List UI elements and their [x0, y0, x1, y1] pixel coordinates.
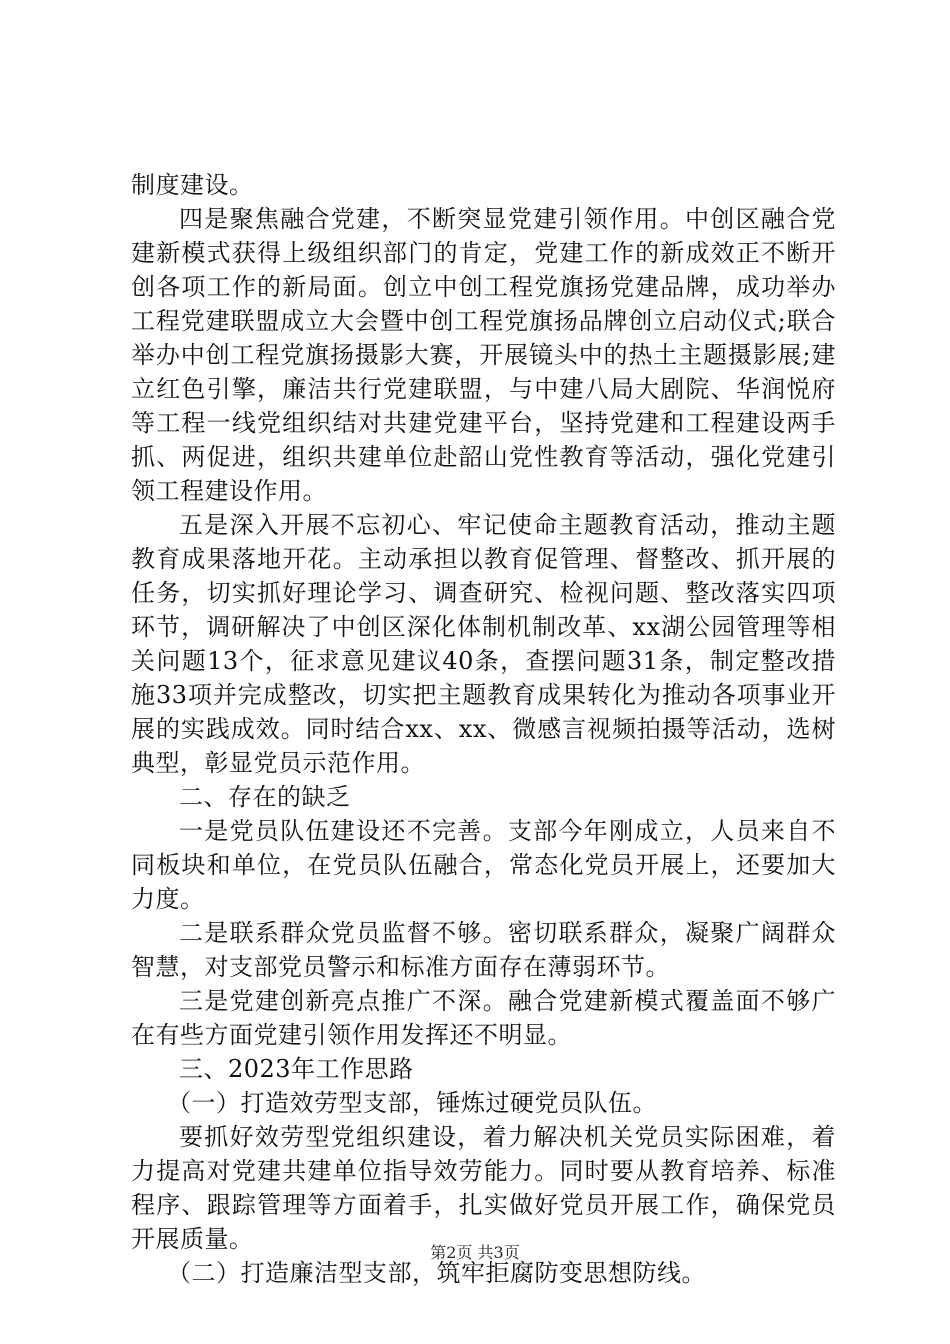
paragraph: 五是深入开展不忘初心、牢记使命主题教育活动，推动主题教育成果落地开花。主动承担以教育促管理、督整改、抓开展的任务，切实抓好理论学习、调查研究、检视问题、整改落实四项环节，调研解决了中创区深化体制机制改革、xx湖公园管理等相关问题13个，征求意见建议40条，查摆问题31条，制定整改措施33项并完成整改，切实把主题教育成果转化为推动各项事业开展的实践成效。同时结合xx、xx、微感言视频拍摄等活动，选树典型，彰显党员示范作用。 — [131, 511, 836, 777]
section-heading: 二、存在的缺乏 — [179, 783, 351, 811]
page-footer — [0, 1242, 950, 1264]
paragraph: 制度建设。 — [131, 171, 254, 199]
paragraph: 二是联系群众党员监督不够。密切联系群众，凝聚广阔群众智慧，对支部党员警示和标准方面存在薄弱环节。 — [131, 919, 836, 981]
subsection-heading: （一）打造效劳型支部，锤炼过硬党员队伍。 — [167, 1089, 657, 1117]
section-heading: 三、2023年工作思路 — [179, 1055, 414, 1083]
paragraph: 一是党员队伍建设还不完善。支部今年刚成立，人员来自不同板块和单位，在党员队伍融合，常态化党员开展上，还要加大力度。 — [131, 817, 836, 913]
paragraph: 要抓好效劳型党组织建设，着力解决机关党员实际困难，着力提高对党建共建单位指导效劳能力。同时要从教育培养、标准程序、跟踪管理等方面着手，扎实做好党员开展工作，确保党员开展质量。 — [131, 1123, 836, 1253]
paragraph: 四是聚焦融合党建，不断突显党建引领作用。中创区融合党建新模式获得上级组织部门的肯定，党建工作的新成效正不断开创各项工作的新局面。创立中创工程党旗扬党建品牌，成功举办工程党建联盟成立大会暨中创工程党旗扬品牌创立启动仪式;联合举办中创工程党旗扬摄影大赛，开展镜头中的热土主题摄影展;建立红色引擎，廉洁共行党建联盟，与中建八局大剧院、华润悦府等工程一线党组织结对共建党建平台，坚持党建和工程建设两手抓、两促进，组织共建单位赴韶山党性教育等活动，强化党建引领工程建设作用。 — [131, 205, 836, 505]
paragraph: 三是党建创新亮点推广不深。融合党建新模式覆盖面不够广在有些方面党建引领作用发挥还不明显。 — [131, 987, 836, 1049]
subsection-heading: （二）打造廉洁型支部，筑牢拒腐防变思想防线。 — [167, 1259, 706, 1287]
document-body — [131, 168, 836, 1290]
page-number: 第2页 共3页 — [430, 1243, 520, 1262]
